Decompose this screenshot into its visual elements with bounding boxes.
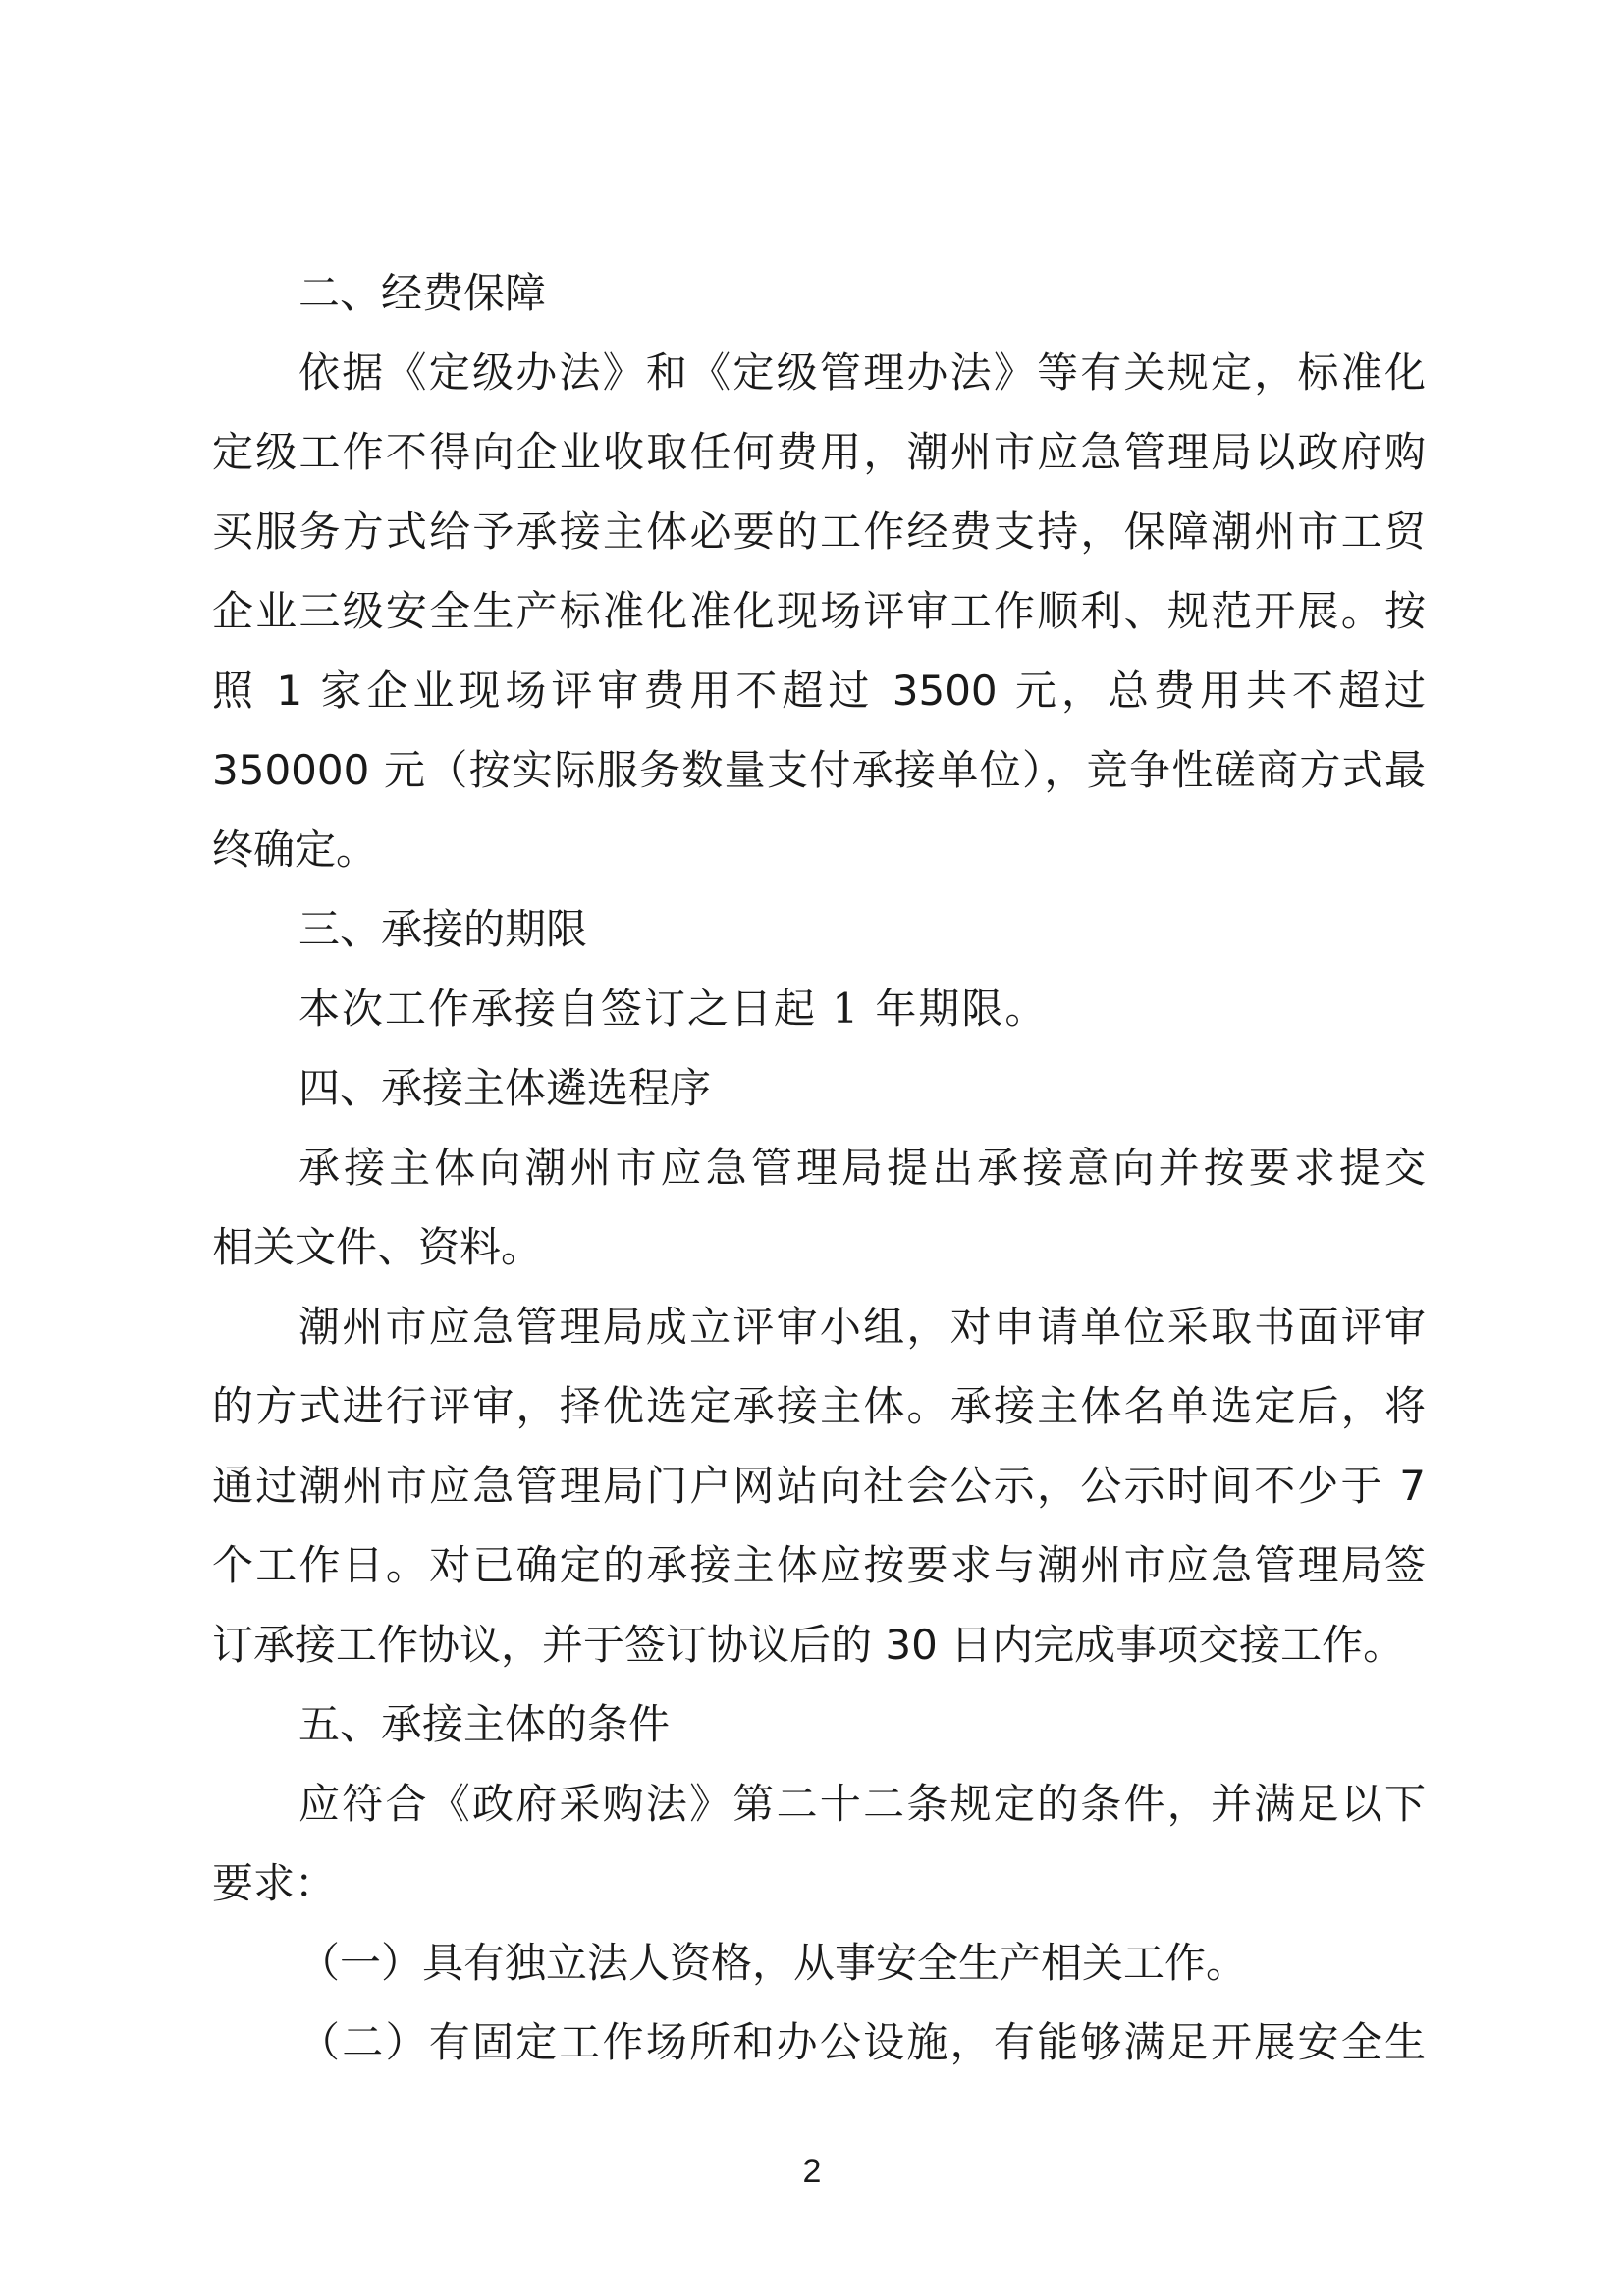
paragraph-line: 个工作日。对已确定的承接主体应按要求与潮州市应急管理局签	[212, 1541, 1426, 1589]
list-item: （一）具有独立法人资格，从事安全生产相关工作。	[298, 1939, 1248, 1987]
paragraph-line: 定级工作不得向企业收取任何费用，潮州市应急管理局以政府购	[212, 428, 1426, 476]
paragraph-line: 的方式进行评审，择优选定承接主体。承接主体名单选定后，将	[212, 1382, 1426, 1430]
list-item: （二）有固定工作场所和办公设施，有能够满足开展安全生	[298, 2018, 1426, 2066]
paragraph-line: 订承接工作协议，并于签订协议后的 30 日内完成事项交接工作。	[212, 1621, 1405, 1669]
paragraph-line: 通过潮州市应急管理局门户网站向社会公示，公示时间不少于 7	[212, 1462, 1426, 1510]
paragraph-line: 照 1 家企业现场评审费用不超过 3500 元，总费用共不超过	[212, 667, 1426, 715]
section-heading-conditions: 五、承接主体的条件	[298, 1700, 671, 1748]
paragraph-line: 依据《定级办法》和《定级管理办法》等有关规定，标准化	[298, 348, 1426, 397]
paragraph-line: 潮州市应急管理局成立评审小组，对申请单位采取书面评审	[298, 1303, 1426, 1351]
paragraph-line: 买服务方式给予承接主体必要的工作经费支持，保障潮州市工贸	[212, 507, 1426, 556]
document-body	[212, 253, 1426, 2082]
paragraph-line: 应符合《政府采购法》第二十二条规定的条件，并满足以下	[298, 1780, 1426, 1828]
section-heading-term: 三、承接的期限	[298, 905, 588, 953]
paragraph-line: 本次工作承接自签订之日起 1 年期限。	[298, 985, 1049, 1033]
paragraph-line: 终确定。	[212, 826, 378, 874]
paragraph-line: 要求：	[212, 1859, 337, 1907]
section-heading-selection: 四、承接主体遴选程序	[298, 1064, 712, 1112]
page-number: 2	[802, 2153, 822, 2190]
section-heading-funding: 二、经费保障	[298, 269, 547, 317]
paragraph-line: 相关文件、资料。	[212, 1223, 543, 1271]
paragraph-line: 企业三级安全生产标准化准化现场评审工作顺利、规范开展。按	[212, 587, 1426, 635]
paragraph-line: 承接主体向潮州市应急管理局提出承接意向并按要求提交	[298, 1144, 1426, 1192]
paragraph-line: 350000 元（按实际服务数量支付承接单位），竞争性磋商方式最	[212, 746, 1426, 794]
